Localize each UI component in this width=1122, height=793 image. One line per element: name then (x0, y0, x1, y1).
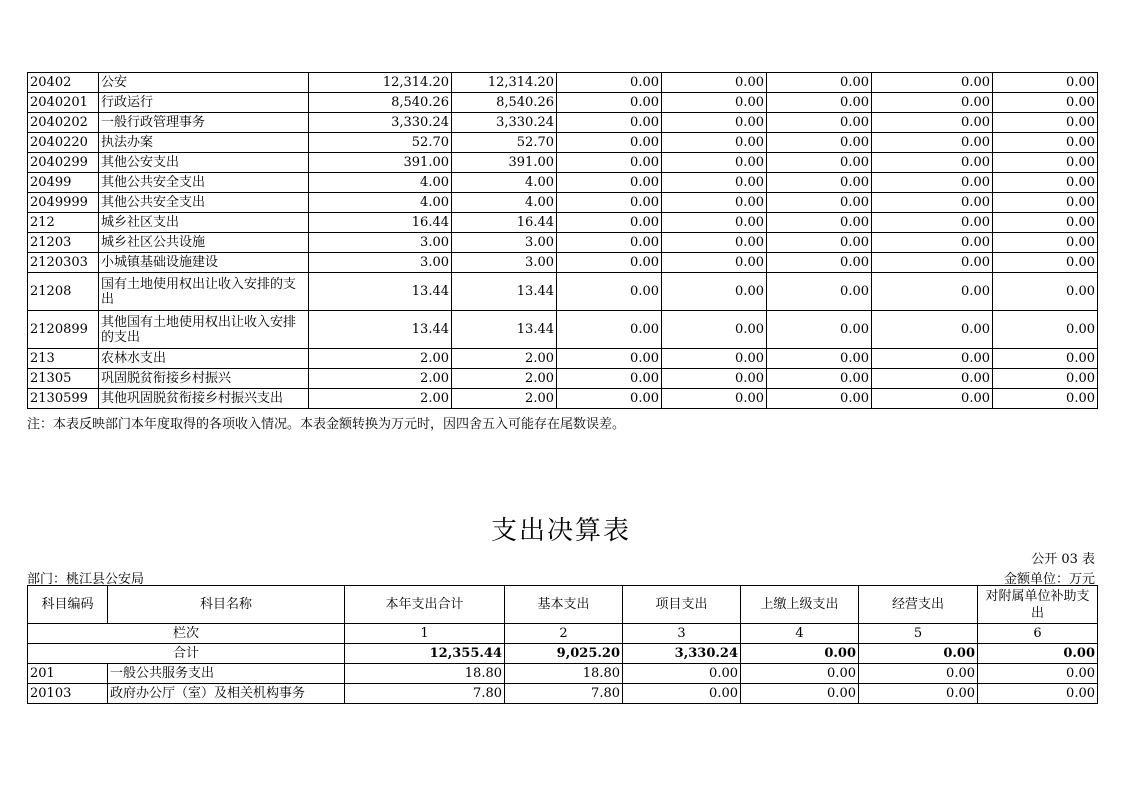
col-number: 6 (978, 624, 1098, 644)
value-cell: 0.00 (872, 173, 993, 193)
col-number: 4 (741, 624, 859, 644)
name-cell: 其他国有土地使用权出让收入安排的支出 (99, 311, 309, 349)
table-row (28, 369, 1098, 389)
col-number: 5 (859, 624, 978, 644)
header-cell: 对附属单位补助支出 (978, 586, 1098, 624)
value-cell: 13.44 (452, 311, 557, 349)
expense-table (27, 585, 1098, 704)
total-cell: 9,025.20 (505, 644, 623, 664)
code-cell: 20103 (28, 684, 108, 704)
value-cell: 0.00 (993, 369, 1098, 389)
table-row (28, 153, 1098, 173)
header-cell: 经营支出 (859, 586, 978, 624)
value-cell: 0.00 (993, 193, 1098, 213)
table-row (28, 349, 1098, 369)
value-cell: 0.00 (557, 113, 662, 133)
name-cell: 一般公共服务支出 (108, 664, 345, 684)
value-cell: 0.00 (557, 233, 662, 253)
value-cell: 0.00 (662, 93, 767, 113)
value-cell: 0.00 (872, 113, 993, 133)
value-cell: 0.00 (557, 349, 662, 369)
value-cell: 0.00 (767, 93, 872, 113)
value-cell: 4.00 (309, 193, 452, 213)
value-cell: 0.00 (662, 369, 767, 389)
value-cell: 0.00 (767, 311, 872, 349)
header-cell: 科目编码 (28, 586, 108, 624)
value-cell: 0.00 (872, 389, 993, 409)
name-cell: 一般行政管理事务 (99, 113, 309, 133)
value-cell: 0.00 (741, 684, 859, 704)
value-cell: 0.00 (993, 133, 1098, 153)
value-cell: 0.00 (767, 113, 872, 133)
value-cell: 2.00 (452, 369, 557, 389)
value-cell: 0.00 (767, 193, 872, 213)
value-cell: 12,314.20 (309, 73, 452, 93)
value-cell: 2.00 (452, 389, 557, 409)
name-cell: 执法办案 (99, 133, 309, 153)
name-cell: 巩固脱贫衔接乡村振兴 (99, 369, 309, 389)
value-cell: 0.00 (623, 664, 741, 684)
value-cell: 0.00 (993, 113, 1098, 133)
value-cell: 2.00 (309, 369, 452, 389)
value-cell: 0.00 (993, 173, 1098, 193)
code-cell: 201 (28, 664, 108, 684)
value-cell: 0.00 (557, 173, 662, 193)
table-row (28, 113, 1098, 133)
value-cell: 0.00 (993, 93, 1098, 113)
value-cell: 2.00 (309, 349, 452, 369)
name-cell: 其他公共安全支出 (99, 193, 309, 213)
table-row (28, 73, 1098, 93)
table-row (28, 173, 1098, 193)
value-cell: 0.00 (557, 193, 662, 213)
value-cell: 0.00 (662, 213, 767, 233)
code-cell: 21305 (28, 369, 99, 389)
value-cell: 3.00 (309, 253, 452, 273)
col-number: 1 (345, 624, 505, 644)
value-cell: 4.00 (309, 173, 452, 193)
value-cell: 0.00 (993, 349, 1098, 369)
value-cell: 4.00 (452, 173, 557, 193)
value-cell: 0.00 (872, 311, 993, 349)
total-cell: 3,330.24 (623, 644, 741, 664)
code-cell: 2040202 (28, 113, 99, 133)
code-cell: 2120899 (28, 311, 99, 349)
name-cell: 农林水支出 (99, 349, 309, 369)
value-cell: 0.00 (978, 664, 1098, 684)
code-cell: 20402 (28, 73, 99, 93)
table-row (28, 133, 1098, 153)
total-label: 合计 (28, 644, 345, 664)
value-cell: 0.00 (557, 93, 662, 113)
value-cell: 0.00 (662, 73, 767, 93)
value-cell: 0.00 (872, 213, 993, 233)
value-cell: 18.80 (345, 664, 505, 684)
value-cell: 13.44 (309, 311, 452, 349)
value-cell: 0.00 (662, 311, 767, 349)
value-cell: 3.00 (452, 253, 557, 273)
col-number: 3 (623, 624, 741, 644)
total-cell: 0.00 (859, 644, 978, 664)
value-cell: 0.00 (662, 153, 767, 173)
table-note: 注：本表反映部门本年度取得的各项收入情况。本表金额转换为万元时，因四舍五入可能存在尾数误差。 (27, 417, 626, 432)
value-cell: 8,540.26 (452, 93, 557, 113)
value-cell: 0.00 (767, 369, 872, 389)
code-cell: 2040299 (28, 153, 99, 173)
name-cell: 城乡社区公共设施 (99, 233, 309, 253)
unit-label: 金额单位：万元 (1003, 572, 1095, 587)
code-cell: 21208 (28, 273, 99, 311)
value-cell: 0.00 (767, 389, 872, 409)
value-cell: 0.00 (872, 153, 993, 173)
value-cell: 0.00 (767, 153, 872, 173)
table-row (28, 311, 1098, 349)
value-cell: 0.00 (767, 213, 872, 233)
value-cell: 0.00 (662, 193, 767, 213)
value-cell: 0.00 (993, 389, 1098, 409)
value-cell: 0.00 (557, 253, 662, 273)
name-cell: 城乡社区支出 (99, 213, 309, 233)
value-cell: 0.00 (767, 273, 872, 311)
code-cell: 21203 (28, 233, 99, 253)
value-cell: 0.00 (557, 213, 662, 233)
value-cell: 0.00 (872, 133, 993, 153)
name-cell: 行政运行 (99, 93, 309, 113)
value-cell: 0.00 (859, 684, 978, 704)
value-cell: 0.00 (993, 73, 1098, 93)
value-cell: 0.00 (978, 684, 1098, 704)
value-cell: 0.00 (662, 349, 767, 369)
value-cell: 16.44 (309, 213, 452, 233)
code-cell: 2040201 (28, 93, 99, 113)
table-row (28, 93, 1098, 113)
value-cell: 391.00 (309, 153, 452, 173)
name-cell: 其他公安支出 (99, 153, 309, 173)
value-cell: 0.00 (872, 349, 993, 369)
department-label: 部门：桃江县公安局 (27, 572, 145, 587)
value-cell: 0.00 (872, 73, 993, 93)
value-cell: 0.00 (767, 173, 872, 193)
header-cell: 项目支出 (623, 586, 741, 624)
value-cell: 0.00 (662, 273, 767, 311)
table-row (28, 253, 1098, 273)
value-cell: 0.00 (662, 389, 767, 409)
code-cell: 2120303 (28, 253, 99, 273)
name-cell: 其他巩固脱贫衔接乡村振兴支出 (99, 389, 309, 409)
value-cell: 3.00 (309, 233, 452, 253)
value-cell: 0.00 (557, 153, 662, 173)
code-cell: 2049999 (28, 193, 99, 213)
value-cell: 0.00 (767, 233, 872, 253)
total-cell: 0.00 (741, 644, 859, 664)
name-cell: 小城镇基础设施建设 (99, 253, 309, 273)
name-cell: 其他公共安全支出 (99, 173, 309, 193)
value-cell: 0.00 (859, 664, 978, 684)
code-cell: 2130599 (28, 389, 99, 409)
value-cell: 0.00 (557, 73, 662, 93)
value-cell: 0.00 (662, 113, 767, 133)
value-cell: 3,330.24 (452, 113, 557, 133)
value-cell: 0.00 (872, 93, 993, 113)
value-cell: 3.00 (452, 233, 557, 253)
value-cell: 0.00 (872, 233, 993, 253)
name-cell: 政府办公厅（室）及相关机构事务 (108, 684, 345, 704)
table-row (28, 389, 1098, 409)
value-cell: 12,314.20 (452, 73, 557, 93)
value-cell: 0.00 (623, 684, 741, 704)
header-cell: 科目名称 (108, 586, 345, 624)
header-cell: 基本支出 (505, 586, 623, 624)
total-cell: 12,355.44 (345, 644, 505, 664)
table-row (28, 273, 1098, 311)
expense-header-row (28, 586, 1098, 624)
value-cell: 2.00 (309, 389, 452, 409)
value-cell: 0.00 (557, 389, 662, 409)
value-cell: 0.00 (993, 273, 1098, 311)
value-cell: 0.00 (557, 369, 662, 389)
col-number: 2 (505, 624, 623, 644)
value-cell: 0.00 (872, 369, 993, 389)
table-row (28, 193, 1098, 213)
value-cell: 0.00 (872, 273, 993, 311)
value-cell: 0.00 (767, 253, 872, 273)
value-cell: 0.00 (993, 213, 1098, 233)
page-title: 支出决算表 (490, 516, 631, 546)
value-cell: 0.00 (557, 311, 662, 349)
name-cell: 公安 (99, 73, 309, 93)
value-cell: 391.00 (452, 153, 557, 173)
code-cell: 213 (28, 349, 99, 369)
column-number-row (28, 624, 1098, 644)
table-row (28, 233, 1098, 253)
value-cell: 0.00 (741, 664, 859, 684)
value-cell: 0.00 (662, 253, 767, 273)
value-cell: 0.00 (557, 133, 662, 153)
value-cell: 0.00 (662, 233, 767, 253)
header-cell: 上缴上级支出 (741, 586, 859, 624)
value-cell: 13.44 (452, 273, 557, 311)
income-table (27, 72, 1098, 409)
value-cell: 3,330.24 (309, 113, 452, 133)
value-cell: 16.44 (452, 213, 557, 233)
value-cell: 2.00 (452, 349, 557, 369)
value-cell: 7.80 (505, 684, 623, 704)
value-cell: 18.80 (505, 664, 623, 684)
col-label: 栏次 (28, 624, 345, 644)
value-cell: 13.44 (309, 273, 452, 311)
value-cell: 0.00 (993, 311, 1098, 349)
form-number: 公开 03 表 (1031, 552, 1095, 567)
value-cell: 52.70 (452, 133, 557, 153)
value-cell: 0.00 (872, 193, 993, 213)
code-cell: 212 (28, 213, 99, 233)
code-cell: 20499 (28, 173, 99, 193)
value-cell: 0.00 (662, 173, 767, 193)
value-cell: 0.00 (872, 253, 993, 273)
value-cell: 8,540.26 (309, 93, 452, 113)
total-row (28, 644, 1098, 664)
value-cell: 0.00 (662, 133, 767, 153)
total-cell: 0.00 (978, 644, 1098, 664)
value-cell: 0.00 (557, 273, 662, 311)
value-cell: 52.70 (309, 133, 452, 153)
table-row (28, 213, 1098, 233)
value-cell: 7.80 (345, 684, 505, 704)
name-cell: 国有土地使用权出让收入安排的支出 (99, 273, 309, 311)
value-cell: 0.00 (767, 133, 872, 153)
table-row (28, 684, 1098, 704)
value-cell: 0.00 (993, 233, 1098, 253)
value-cell: 0.00 (767, 73, 872, 93)
value-cell: 0.00 (993, 153, 1098, 173)
value-cell: 4.00 (452, 193, 557, 213)
value-cell: 0.00 (767, 349, 872, 369)
table-row (28, 664, 1098, 684)
header-cell: 本年支出合计 (345, 586, 505, 624)
value-cell: 0.00 (993, 253, 1098, 273)
code-cell: 2040220 (28, 133, 99, 153)
